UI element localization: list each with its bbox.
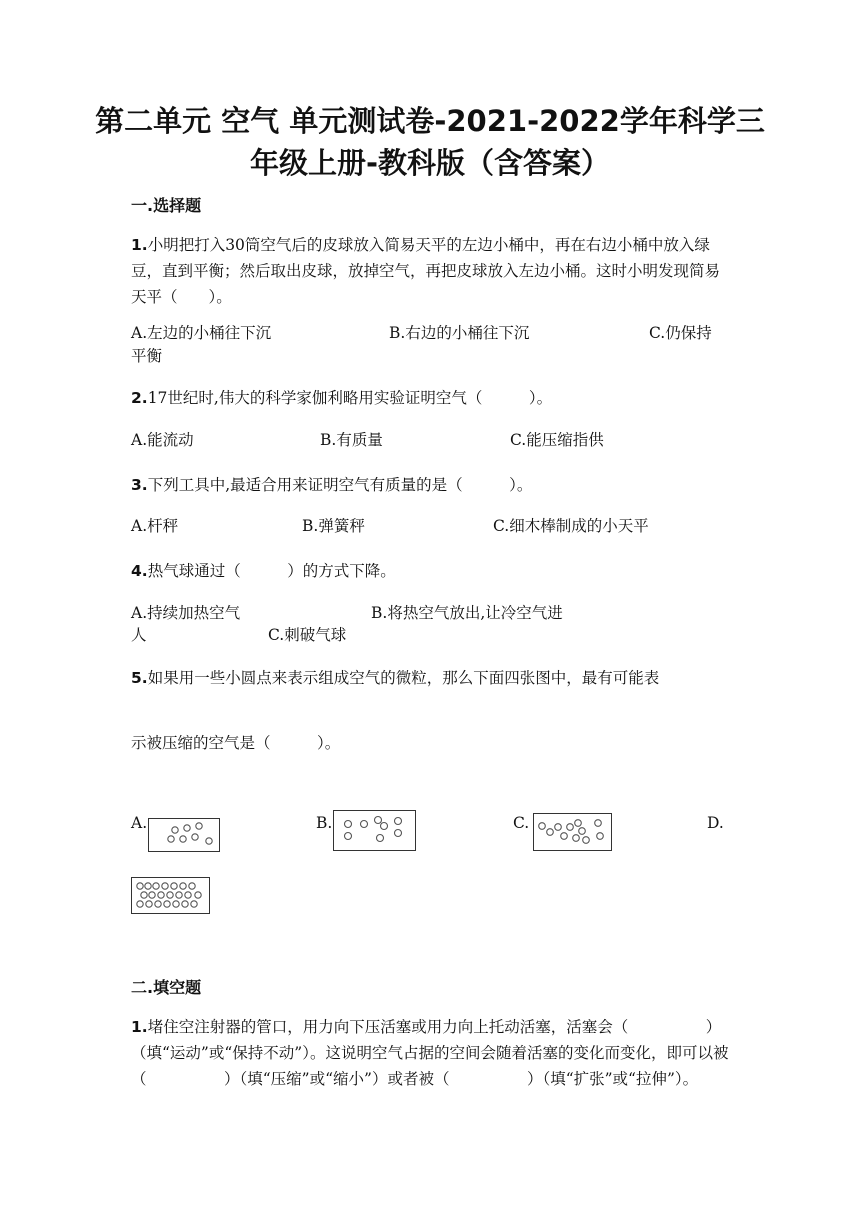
question-2: [131, 385, 731, 411]
title-line-2: 年级上册-教科版（含答案）: [249, 146, 611, 180]
option-a: A.: [131, 814, 148, 832]
particle-dots-dense: [132, 878, 209, 913]
question-number: 1.: [131, 1018, 148, 1036]
option-c: C.细木棒制成的小天平: [493, 517, 649, 535]
section-heading-choice: 一.选择题: [131, 196, 202, 215]
question-number: 3.: [131, 476, 148, 494]
question-text: 小明把打入30筒空气后的皮球放入简易天平的左边小桶中，再在右边小桶中放入绿豆，直到平衡；然后取出皮球，放掉空气，再把皮球放入左边小桶。这时小明发现简易天平（ ）。: [131, 236, 721, 306]
question-number: 1.: [131, 236, 148, 254]
option-c: C.: [513, 814, 530, 832]
particle-dots-sparse: [149, 819, 219, 851]
particle-diagram-a: [148, 818, 220, 852]
option-b: B.将热空气放出,让冷空气进: [371, 604, 563, 622]
question-4: [131, 558, 731, 584]
question-text: 下列工具中,最适合用来证明空气有质量的是（ ）。: [147, 476, 533, 494]
title-line-1: 第二单元 空气 单元测试卷-2021-2022学年科学三: [95, 104, 765, 138]
option-c-continued: 平衡: [131, 347, 163, 365]
question-3: [131, 472, 731, 498]
option-b-continued: 人: [131, 626, 147, 644]
fill-question-1: [131, 1014, 731, 1092]
particle-diagram-c: [533, 813, 612, 851]
option-d: D.: [707, 814, 724, 832]
option-c: C.刺破气球: [268, 626, 347, 644]
option-b: B.: [316, 814, 333, 832]
question-text: 堵住空注射器的管口，用力向下压活塞或用力向上托动活塞，活塞会（ ）（填“运动”或“保持不动”）。这说明空气占据的空间会随着活塞的变化而变化，即可以被（ ）（填“压缩”或“缩小”）或者被（ ）（填“扩张”或“拉伸”）。: [131, 1018, 729, 1088]
document-title: [60, 100, 800, 184]
option-c: C.仍保持: [649, 324, 712, 342]
question-5-continued: 示被压缩的空气是（ ）。: [131, 734, 341, 752]
question-number: 2.: [131, 389, 148, 407]
particle-diagram-b: [333, 810, 416, 851]
option-b: B.右边的小桶往下沉: [389, 324, 530, 342]
question-5: [131, 665, 731, 691]
option-a: A.持续加热空气: [131, 604, 241, 622]
option-b: B.有质量: [320, 431, 383, 449]
question-text: 如果用一些小圆点来表示组成空气的微粒，那么下面四张图中，最有可能表: [147, 669, 660, 687]
particle-dots-spread: [334, 811, 415, 850]
section-heading-fill-in: 二.填空题: [131, 978, 202, 997]
option-a: A.杆秤: [131, 517, 179, 535]
question-1: [131, 232, 731, 310]
question-text: 热气球通过（ ）的方式下降。: [147, 562, 396, 580]
question-number: 5.: [131, 669, 148, 687]
question-number: 4.: [131, 562, 148, 580]
particle-diagram-d: [131, 877, 210, 914]
option-a: A.能流动: [131, 431, 194, 449]
particle-dots-medium: [534, 814, 611, 850]
option-a: A.左边的小桶往下沉: [131, 324, 272, 342]
option-b: B.弹簧秤: [302, 517, 365, 535]
option-c: C.能压缩指供: [510, 431, 604, 449]
question-text: 17世纪时,伟大的科学家伽利略用实验证明空气（ ）。: [147, 389, 553, 407]
